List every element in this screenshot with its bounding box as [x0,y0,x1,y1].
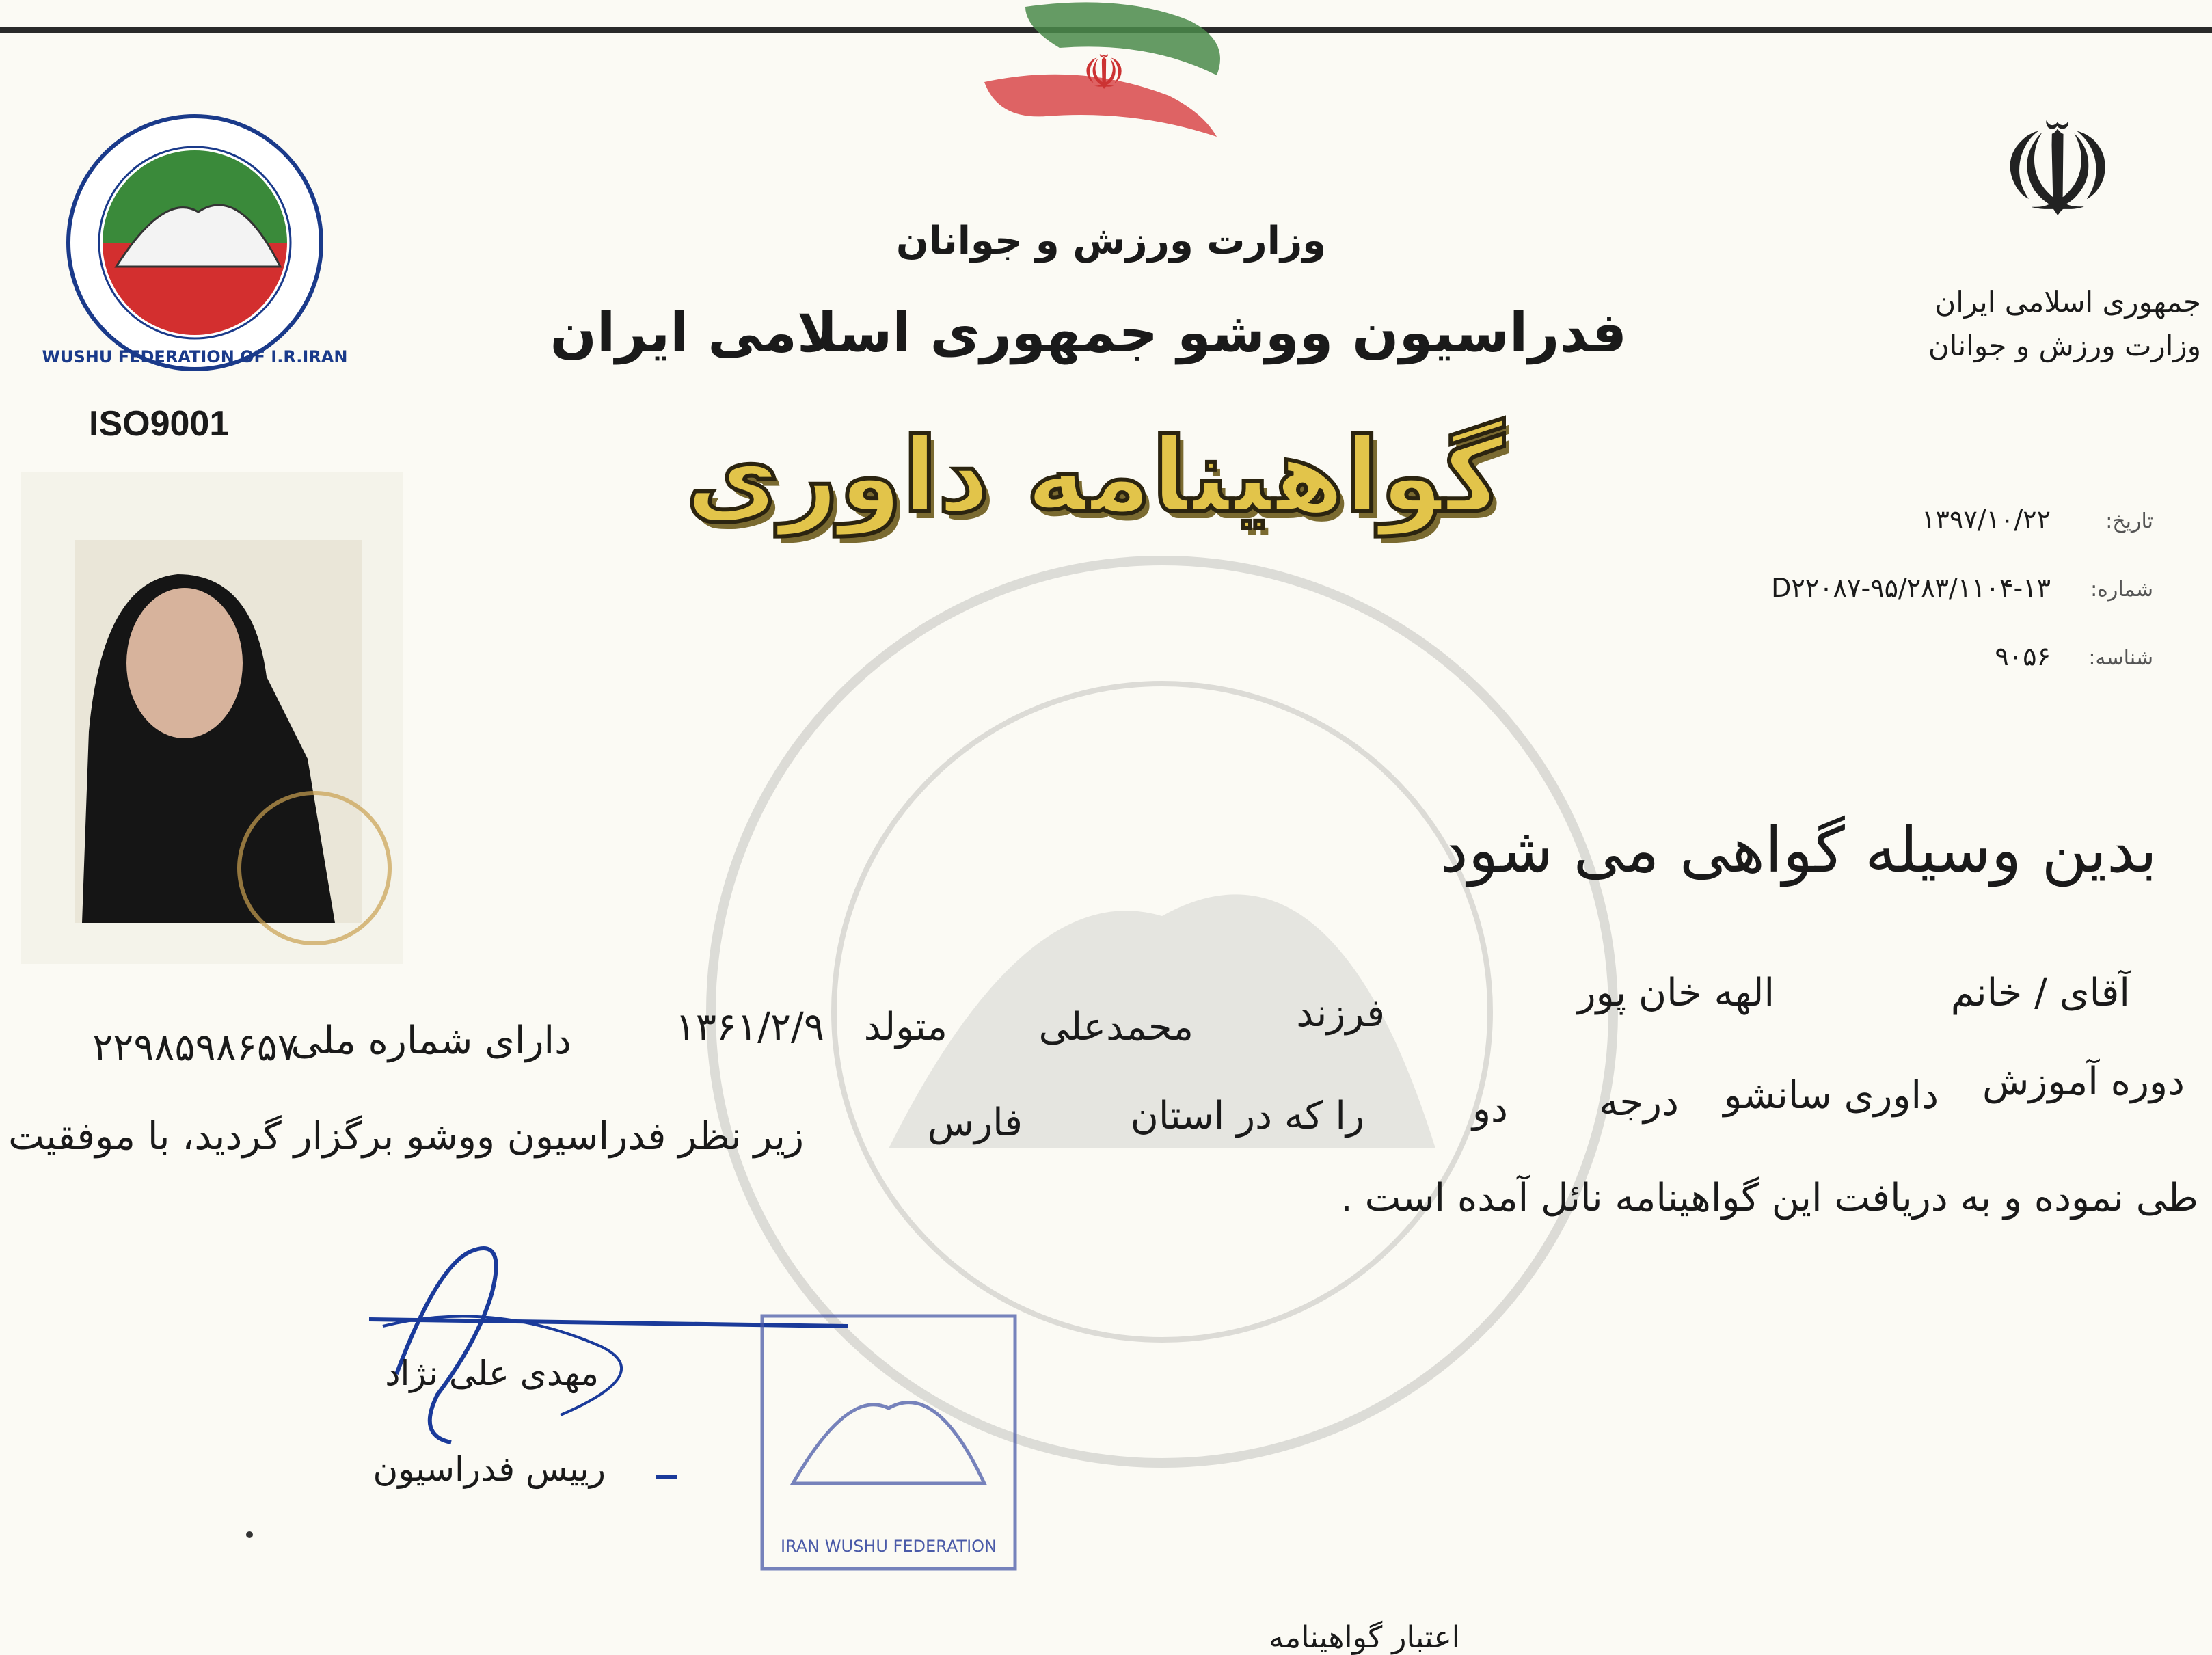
number-value: D۲۲۰۸۷-۹۵/۲۸۳/۱۱۰۴-۱۳ [1771,573,2051,603]
federation-stamp [752,1306,1025,1579]
national-id-label: دارای شماره ملی [291,1019,571,1063]
ink-dot [246,1531,253,1538]
under-supervision-text: زیر نظر فدراسیون ووشو برگزار گردید، با موفقیت [8,1114,804,1159]
closing-text: طی نموده و به دریافت این گواهینامه نائل آمده است . [1340,1176,2198,1220]
iso-9001: ISO9001 [89,404,230,444]
logo-text-en: WUSHU FEDERATION OF I.R.IRAN [42,347,348,366]
course-name: داوری سانشو [1723,1073,1939,1118]
certificate-title: گواهینامه داوری [686,417,1504,536]
national-id-value: ۲۲۹۸۵۹۸۶۵۷ [92,1025,298,1070]
province-value: فارس [927,1101,1023,1145]
born-label: متولد [863,1005,947,1049]
child-of-label: فرزند [1296,991,1385,1036]
intro-text: بدین وسیله گواهی می شود [1440,813,2157,887]
signature-dash [656,1475,677,1479]
wushu-federation-logo-icon [42,109,348,376]
portrait-photo [21,472,403,964]
date-label: تاریخ: [2105,509,2153,533]
iran-emblem-icon [1982,96,2133,246]
emblem-caption [1900,280,2201,368]
recipient-name: الهه خان پور [1577,971,1775,1015]
emblem-caption-line2: وزارت ورزش و جوانان [1928,329,2201,362]
number-label: شماره: [2090,578,2153,602]
federation-heading: فدراسیون ووشو جمهوری اسلامی ایران [550,301,1627,364]
degree-value: دو [1472,1087,1508,1131]
emblem-caption-line1: جمهوری اسلامی ایران [1934,285,2201,319]
id-label: شناسه: [2088,646,2153,670]
iran-flag-swoosh-icon [943,0,1271,164]
salutation-label: آقای / خانم [1950,971,2130,1015]
svg-text:☫: ☫ [1082,44,1126,100]
birth-date: ۱۳۶۱/۲/۹ [675,1005,824,1049]
svg-text:☫: ☫ [1999,95,2116,246]
ministry-heading: وزارت ورزش و جوانان [895,219,1326,263]
footer-text: اعتبار گواهینامه [1269,1620,1460,1655]
province-phrase: را که در استان [1130,1094,1364,1138]
course-label: دوره آموزش [1982,1060,2185,1104]
signatory-name: مهدی علی نژاد [385,1354,599,1393]
father-name: محمدعلی [1038,1005,1193,1049]
signatory-role: رییس فدراسیون [373,1449,606,1489]
stamp-text: IRAN WUSHU FEDERATION [780,1537,997,1556]
id-value: ۹۰۵۶ [1995,641,2051,671]
date-value: ۱۳۹۷/۱۰/۲۲ [1921,504,2051,535]
portrait-image [21,472,403,964]
degree-label: درجه [1599,1080,1679,1125]
